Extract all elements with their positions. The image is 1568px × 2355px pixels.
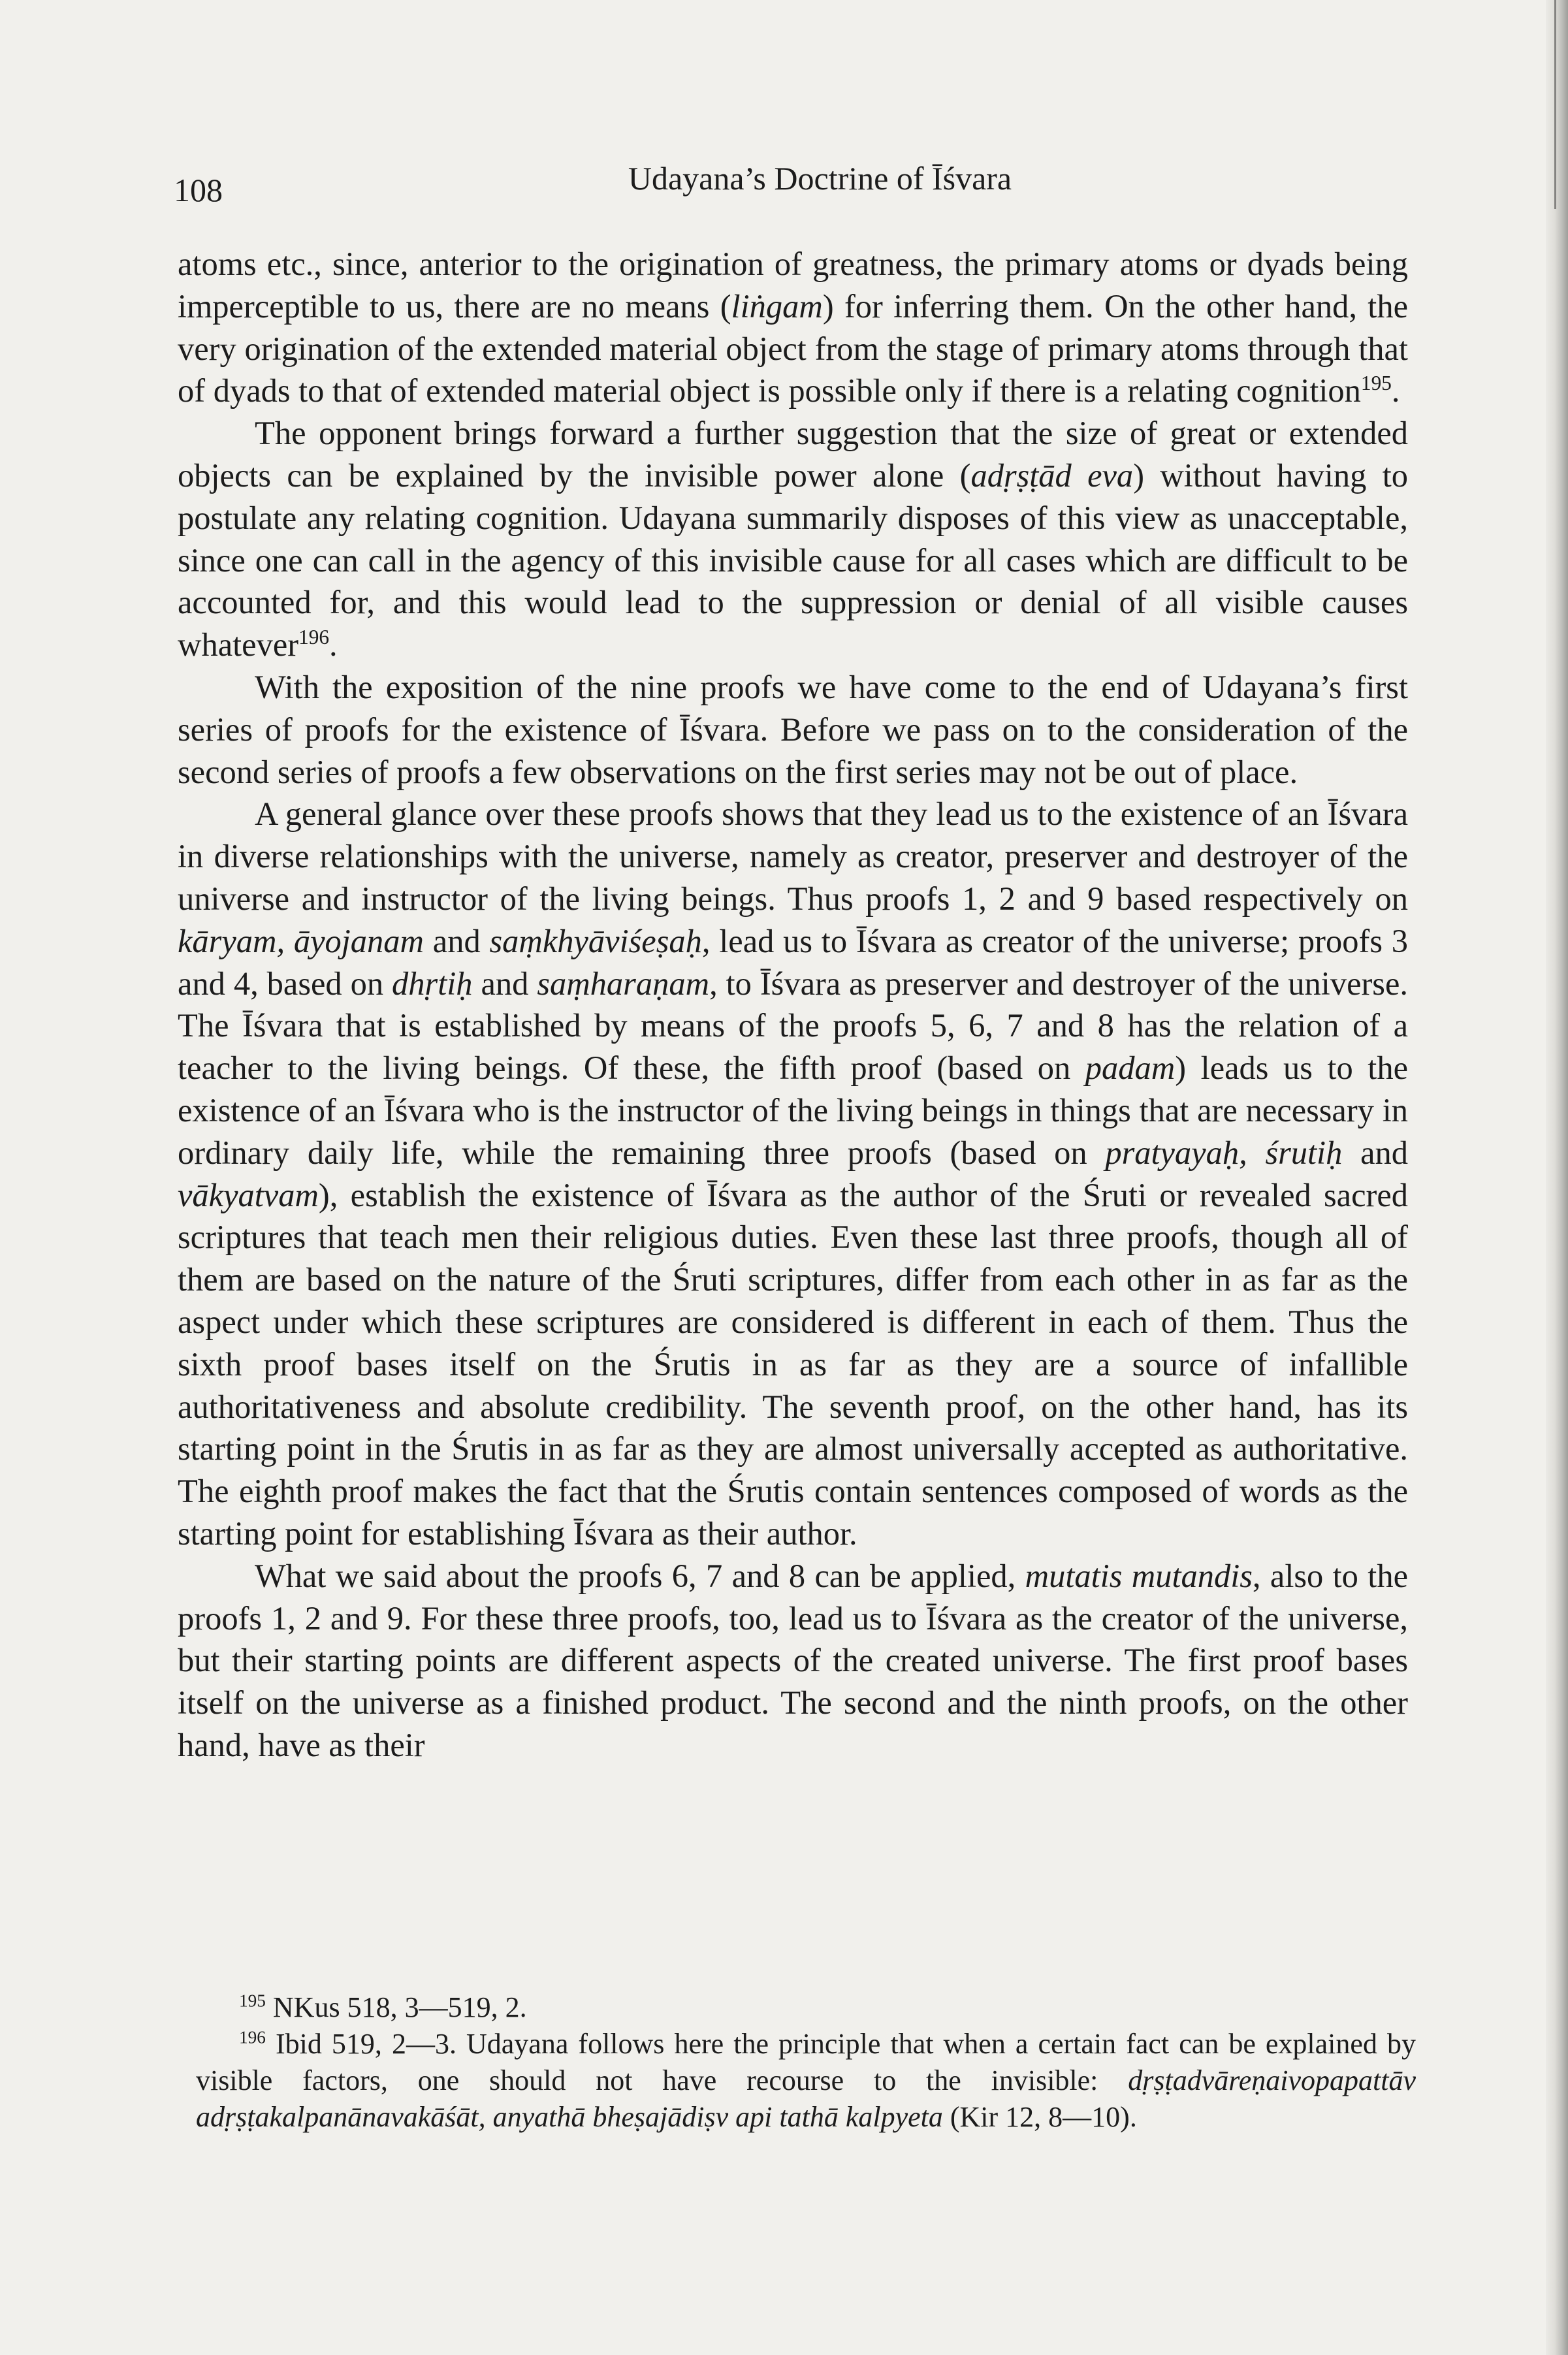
text-run: ) without having to postulate any relating cognition. Udayana summarily disposes of this view as unacceptable, since one can call in the agency of this invisible cause for all cases which are difficult to be accounted for, and this would lead to the suppression or denial of all visible causes whatever: [178, 457, 1408, 664]
text-run: What we said about the proofs 6, 7 and 8 can be applied,: [255, 1557, 1025, 1594]
italic-term: padam: [1085, 1049, 1176, 1087]
italic-term: kāryam, āyojanam: [178, 922, 424, 959]
text-run: atoms etc., since, anterior to the origination of greatness, the primary atoms or dyads being imperceptible to us, there are no means (: [178, 246, 1408, 325]
italic-term: saṃharaṇam: [537, 965, 710, 1002]
footnote-marker: 195: [239, 1991, 266, 2011]
text-run: With the exposition of the nine proofs we have come to the end of Udayana’s first series of proofs for the existence of Īśvara. Before we pass on to the consideration of the second series of proofs a few observations on the first series may not be out of place.: [178, 668, 1408, 790]
footnote-marker: 196: [239, 2027, 266, 2047]
italic-term: pratyayaḥ, śrutiḥ: [1105, 1134, 1343, 1171]
page-number: 108: [174, 172, 223, 208]
text-run: and: [472, 965, 537, 1002]
text-run: and: [424, 922, 490, 959]
text-run: , also to the proofs 1, 2 and 9. For these three proofs, too, lead us to Īśvara as the creator of the universe, but their starting points are different aspects of the created universe. The first proof bases itself on the universe as a finished product. The second and the ninth proofs, on the other hand, have as their: [178, 1557, 1408, 1763]
text-run: , to Īśvara as preserver and destroyer of the universe. The Īśvara that is established by means of the proofs 5, 6, 7 and 8 has the relation of a teacher to the living beings. Of these, the fifth proof (based on: [178, 965, 1408, 1087]
running-title: Udayana’s Doctrine of Īśvara: [628, 160, 1012, 197]
text-run: ) leads us to the existence of an Īśvara who is the instructor of the living beings in things that are necessary in ordinary daily life, while the remaining three proofs (based on: [178, 1049, 1408, 1171]
italic-term: vākyatvam: [178, 1176, 319, 1213]
italic-term: dṛṣṭadvāreṇaivopapattāv adṛṣṭakalpanānavakāśāt, anyathā bheṣajādiṣv api tathā kalpyeta: [196, 2064, 1416, 2133]
italic-term: dhṛtiḥ: [392, 965, 473, 1002]
italic-term: adṛṣṭād eva: [970, 457, 1134, 494]
paragraph-p4: [178, 793, 1408, 1554]
text-run: Ibid 519, 2—3. Udayana follows here the principle that when a certain fact can be explained by visible factors, one should not have recourse to the invisible:: [196, 2028, 1416, 2096]
paragraph-p5: [178, 1555, 1408, 1767]
text-run: ), establish the existence of Īśvara as the author of the Śruti or revealed sacred scriptures that teach men their religious duties. Even these last three proofs, though all of them are based on the nature of the Śruti scriptures, differ from each other in as far as the aspect under which these scriptures are considered is different in each of them. Thus the sixth proof bases itself on the Śrutis in as far as they are a source of infallible authoritativeness and absolute credibility. The seventh proof, on the other hand, has its starting point in the Śrutis in as far as they are almost universally accepted as authoritative. The eighth proof makes the fact that the Śrutis contain sentences composed of words as the starting point for establishing Īśvara as their author.: [178, 1176, 1408, 1552]
main-text: [178, 243, 1408, 1767]
italic-term: saṃkhyāviśeṣaḥ: [489, 922, 702, 959]
page-edge-shadow: [1546, 0, 1568, 2355]
text-run: .: [1391, 372, 1400, 409]
paragraph-p1: [178, 243, 1408, 412]
text-run: and: [1342, 1134, 1408, 1171]
text-run: The opponent brings forward a further suggestion that the size of great or extended objects can be explained by the invisible power alone (: [178, 415, 1408, 494]
footnote-marker: 196: [298, 626, 330, 649]
text-run: , lead us to Īśvara as creator of the universe; proofs 3 and 4, based on: [178, 922, 1408, 1002]
italic-term: mutatis mutandis: [1025, 1557, 1253, 1594]
text-run: ) for inferring them. On the other hand, the very origination of the extended material object from the stage of primary atoms through that of dyads to that of extended material object is possible only if there is a relating cognition: [178, 287, 1408, 409]
footnote-fn196: [196, 2026, 1416, 2136]
text-run: .: [329, 626, 338, 664]
text-run: (Kir 12, 8—10).: [942, 2101, 1137, 2133]
paragraph-p2: [178, 412, 1408, 666]
text-run: A general glance over these proofs shows that they lead us to the existence of an Īśvara in diverse relationships with the universe, namely as creator, preserver and destroyer of the universe and instructor of the living beings. Thus proofs 1, 2 and 9 based respectively on: [178, 795, 1408, 917]
footnote-fn195: [196, 1989, 1416, 2026]
italic-term: liṅgam: [731, 287, 823, 325]
footnote-marker: 195: [1360, 372, 1392, 395]
text-run: NKus 518, 3—519, 2.: [265, 1991, 527, 2023]
footnotes: [196, 1989, 1416, 2136]
paragraph-p3: [178, 666, 1408, 793]
